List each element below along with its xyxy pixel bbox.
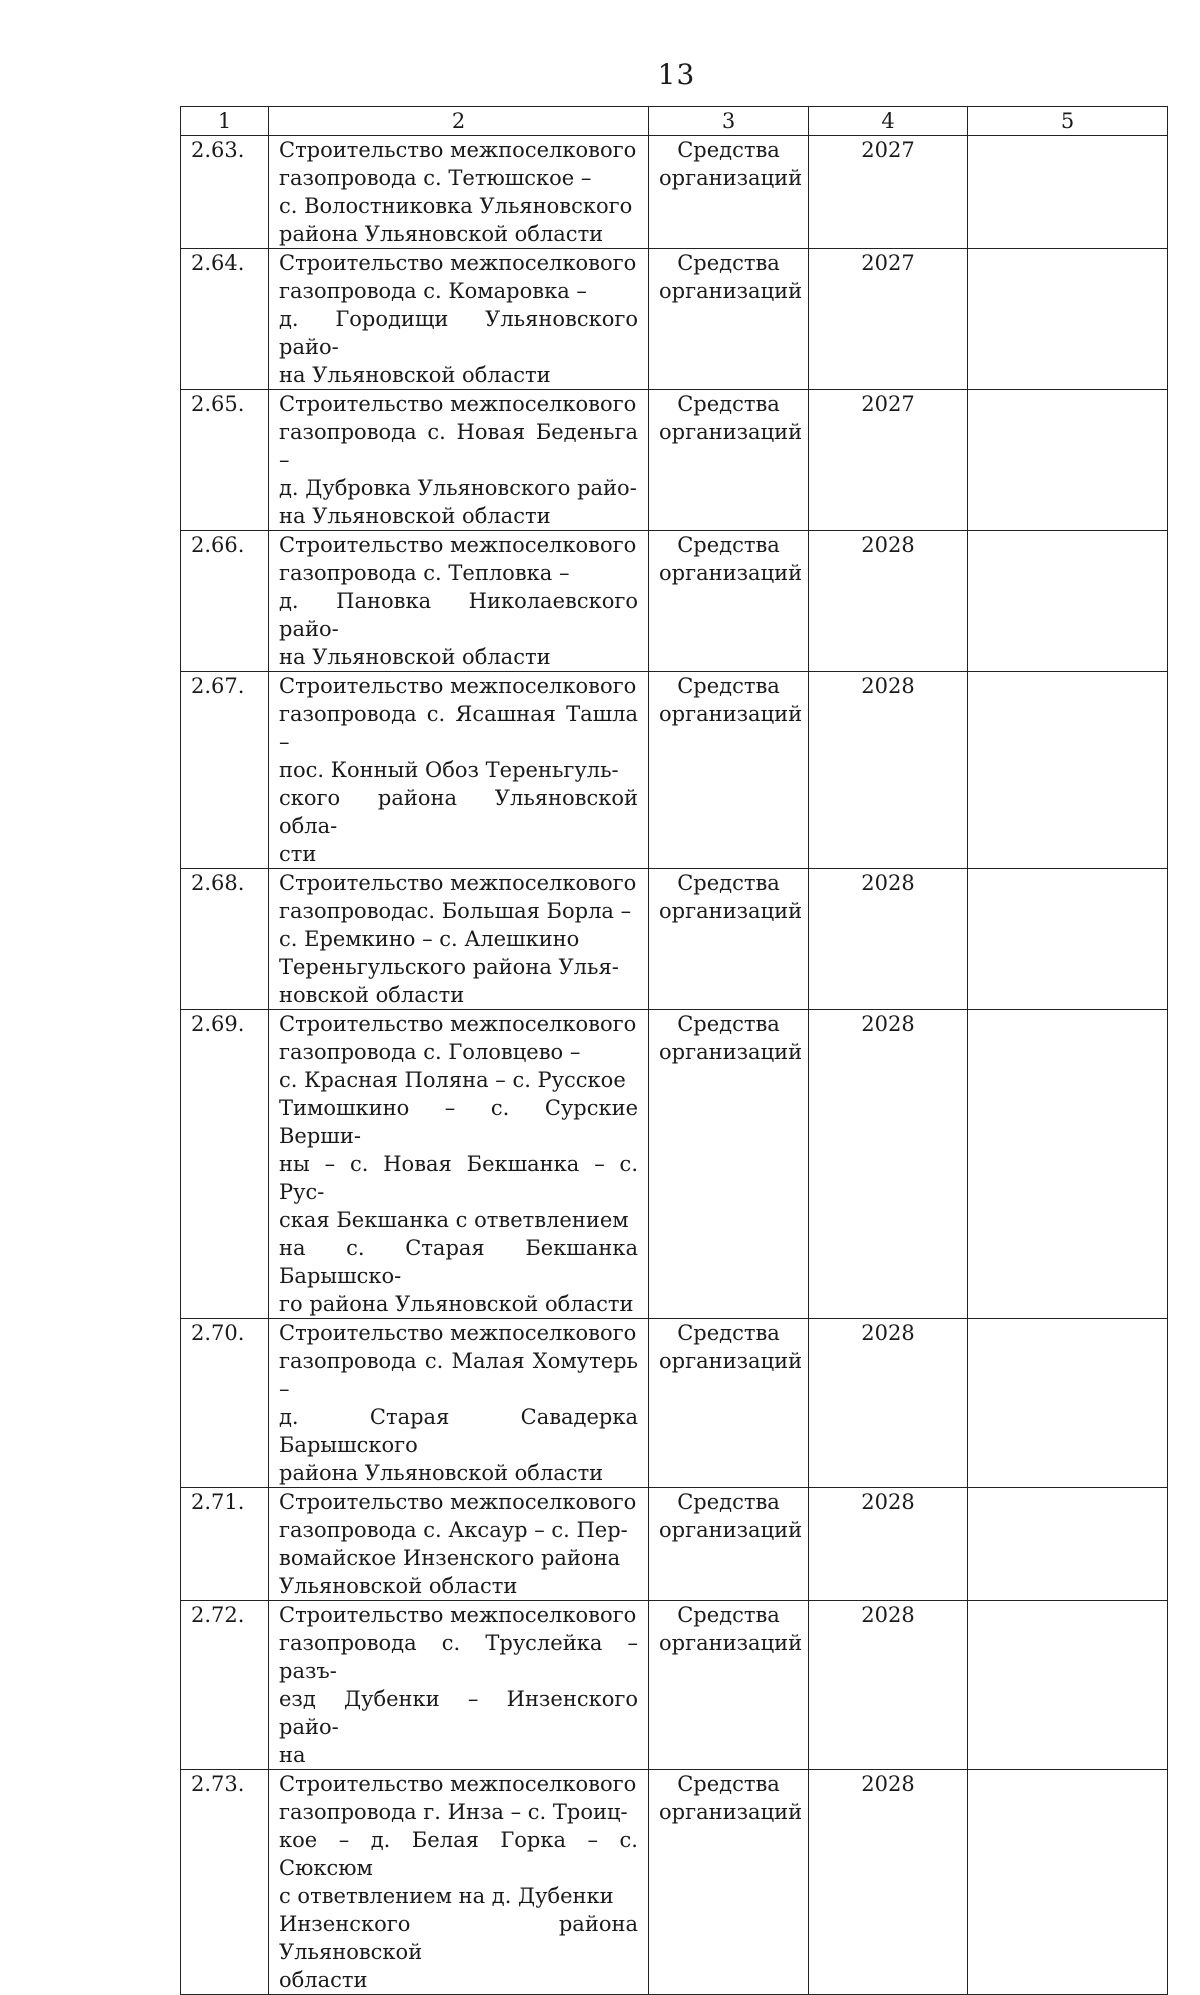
funding-source-line: Средства [677,1490,780,1514]
description-line: д. Дубровка Ульяновского райо- [279,476,637,500]
description-line: с ответвлением на д. Дубенки [279,1884,614,1908]
column-header-1: 1 [181,107,269,136]
description-line: газопровода с. Головцево – [279,1040,581,1064]
description-line: Строительство межпоселкового [279,1490,637,1514]
completion-year: 2028 [809,1010,968,1319]
description-line: области [279,1968,368,1992]
table-row [181,672,1168,869]
description-line: газопровода с. Тепловка – [279,561,570,585]
description-line: Ульяновской области [279,1574,518,1598]
description-line: Тимошкино – с. Сурские Верши- [279,1096,638,1148]
funding-source-line: организаций [659,1800,803,1824]
table-body [181,136,1168,1995]
project-description [269,1488,649,1601]
row-number: 2.65. [181,390,269,531]
funding-source-line: организаций [659,702,803,726]
funding-source-line: организаций [659,899,803,923]
description-line: на с. Старая Бекшанка Барышско- [279,1236,638,1288]
funding-source [649,1601,809,1770]
table-row [181,1319,1168,1488]
funding-source-line: организаций [659,561,803,585]
description-line: д. Городищи Ульяновского райо- [279,307,638,359]
table-row [181,136,1168,249]
description-line: газопровода г. Инза – с. Троиц- [279,1800,628,1824]
row-number: 2.71. [181,1488,269,1601]
description-line: с. Красная Поляна – с. Русское [279,1068,626,1092]
funding-source-line: Средства [677,871,780,895]
description-line: газопровода с. Комаровка – [279,279,587,303]
table-row [181,1488,1168,1601]
funding-source-line: Средства [677,674,780,698]
description-line: езд Дубенки – Инзенского райо- [279,1687,638,1739]
funding-source-line: Средства [677,1012,780,1036]
project-description [269,136,649,249]
description-line: газопровода с. Аксаур – с. Пер- [279,1518,628,1542]
table-row [181,1601,1168,1770]
description-line: ны – с. Новая Бекшанка – с. Рус- [279,1152,638,1204]
note-cell [968,1601,1168,1770]
completion-year: 2027 [809,136,968,249]
description-line: Строительство межпоселкового [279,533,637,557]
description-line: Строительство межпоселкового [279,1321,637,1345]
funding-source-line: организаций [659,1631,803,1655]
description-line: пос. Конный Обоз Тереньгуль- [279,758,619,782]
description-line: д. Старая Савадерка Барышского [279,1405,638,1457]
funding-source-line: организаций [659,279,803,303]
description-line: газопровода с. Ясашная Ташла – [279,702,638,754]
funding-source [649,531,809,672]
funding-source [649,1319,809,1488]
description-line: вомайское Инзенского района [279,1546,621,1570]
note-cell [968,136,1168,249]
completion-year: 2028 [809,1488,968,1601]
project-description [269,390,649,531]
row-number: 2.64. [181,249,269,390]
note-cell [968,1770,1168,1995]
funding-source-line: организаций [659,1349,803,1373]
row-number: 2.66. [181,531,269,672]
funding-source-line: Средства [677,533,780,557]
column-header-2: 2 [269,107,649,136]
completion-year: 2028 [809,1770,968,1995]
table-row [181,1770,1168,1995]
funding-source-line: Средства [677,1321,780,1345]
project-description [269,869,649,1010]
completion-year: 2027 [809,390,968,531]
row-number: 2.67. [181,672,269,869]
note-cell [968,1488,1168,1601]
funding-source-line: организаций [659,1040,803,1064]
funding-source-line: Средства [677,138,780,162]
description-line: Инзенского района Ульяновской [279,1912,638,1964]
description-line: Строительство межпоселкового [279,871,637,895]
note-cell [968,249,1168,390]
description-line: района Ульяновской области [279,1461,604,1485]
funding-source-line: организаций [659,166,803,190]
row-number: 2.73. [181,1770,269,1995]
funding-source-line: Средства [677,1772,780,1796]
description-line: Строительство межпоселкового [279,1603,637,1627]
row-number: 2.63. [181,136,269,249]
description-line: ского района Ульяновской обла- [279,786,638,838]
project-description [269,672,649,869]
funding-source [649,390,809,531]
project-description [269,249,649,390]
description-line: газопровода с. Тетюшское – [279,166,592,190]
row-number: 2.69. [181,1010,269,1319]
description-line: Строительство межпоселкового [279,1772,637,1796]
description-line: новской области [279,983,465,1007]
table-row [181,249,1168,390]
completion-year: 2028 [809,1601,968,1770]
note-cell [968,1010,1168,1319]
funding-source-line: Средства [677,251,780,275]
project-description [269,1319,649,1488]
description-line: Строительство межпоселкового [279,392,637,416]
note-cell [968,531,1168,672]
funding-source [649,249,809,390]
description-line: д. Пановка Николаевского райо- [279,589,638,641]
funding-source [649,869,809,1010]
description-line: с. Волостниковка Ульяновского [279,194,633,218]
completion-year: 2028 [809,1319,968,1488]
note-cell [968,672,1168,869]
funding-source [649,1010,809,1319]
funding-source [649,136,809,249]
column-header-5: 5 [968,107,1168,136]
description-line: Строительство межпоселкового [279,138,637,162]
project-description [269,1010,649,1319]
row-number: 2.68. [181,869,269,1010]
gas-pipeline-table [180,106,1168,1995]
note-cell [968,390,1168,531]
column-header-4: 4 [809,107,968,136]
table-row [181,390,1168,531]
project-description [269,1601,649,1770]
description-line: на Ульяновской области [279,504,551,528]
description-line: го района Ульяновской области [279,1292,634,1316]
table-row [181,1010,1168,1319]
funding-source [649,672,809,869]
funding-source-line: организаций [659,420,803,444]
row-number: 2.70. [181,1319,269,1488]
description-line: Строительство межпоселкового [279,251,637,275]
table-row [181,869,1168,1010]
funding-source-line: Средства [677,392,780,416]
description-line: сти [279,842,317,866]
description-line: с. Еремкино – с. Алешкино [279,927,580,951]
description-line: района Ульяновской области [279,222,604,246]
description-line: Строительство межпоселкового [279,674,637,698]
description-line: на [279,1743,306,1767]
description-line: газопровода с. Малая Хомутерь – [279,1349,638,1401]
project-description [269,1770,649,1995]
table-header-row [181,107,1168,136]
completion-year: 2028 [809,869,968,1010]
project-description [269,531,649,672]
note-cell [968,869,1168,1010]
row-number: 2.72. [181,1601,269,1770]
description-line: Строительство межпоселкового [279,1012,637,1036]
description-line: кое – д. Белая Горка – с. Сюксюм [279,1828,638,1880]
completion-year: 2028 [809,531,968,672]
funding-source [649,1770,809,1995]
completion-year: 2027 [809,249,968,390]
funding-source-line: Средства [677,1603,780,1627]
column-header-3: 3 [649,107,809,136]
funding-source [649,1488,809,1601]
description-line: газопровода с. Новая Беденьга – [279,420,638,472]
description-line: на Ульяновской области [279,363,551,387]
description-line: Тереньгульского района Улья- [279,955,619,979]
description-line: ская Бекшанка с ответвлением [279,1208,629,1232]
page-number: 13 [657,58,696,91]
funding-source-line: организаций [659,1518,803,1542]
description-line: на Ульяновской области [279,645,551,669]
description-line: газопроводас. Большая Борла – [279,899,632,923]
table-row [181,531,1168,672]
description-line: газопровода с. Труслейка – разъ- [279,1631,638,1683]
completion-year: 2028 [809,672,968,869]
note-cell [968,1319,1168,1488]
